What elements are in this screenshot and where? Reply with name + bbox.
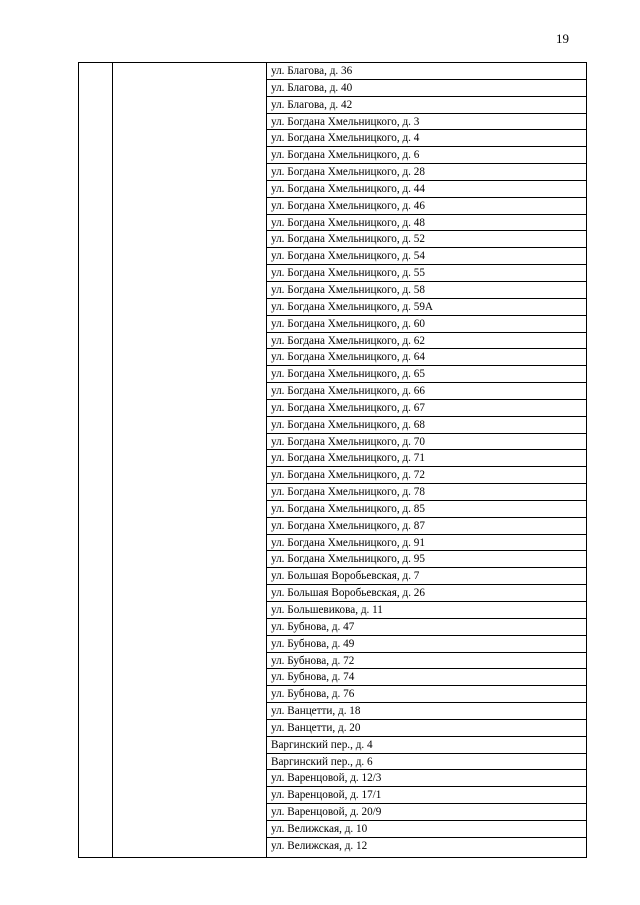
address-row: ул. Варенцовой, д. 20/9 <box>266 804 586 821</box>
address-row: ул. Варенцовой, д. 17/1 <box>266 787 586 804</box>
address-row: ул. Богдана Хмельницкого, д. 64 <box>266 349 586 366</box>
address-row: Варгинский пер., д. 4 <box>266 737 586 754</box>
address-row: ул. Богдана Хмельницкого, д. 67 <box>266 400 586 417</box>
address-row: ул. Богдана Хмельницкого, д. 78 <box>266 484 586 501</box>
address-list <box>266 63 586 857</box>
address-row: ул. Богдана Хмельницкого, д. 59А <box>266 299 586 316</box>
address-row: ул. Богдана Хмельницкого, д. 55 <box>266 265 586 282</box>
address-row: ул. Богдана Хмельницкого, д. 65 <box>266 366 586 383</box>
address-row: ул. Богдана Хмельницкого, д. 6 <box>266 147 586 164</box>
address-row: ул. Богдана Хмельницкого, д. 58 <box>266 282 586 299</box>
address-row: ул. Большая Воробьевская, д. 26 <box>266 585 586 602</box>
address-row: ул. Богдана Хмельницкого, д. 70 <box>266 434 586 451</box>
address-row: ул. Ванцетти, д. 18 <box>266 703 586 720</box>
address-row: ул. Бубнова, д. 74 <box>266 669 586 686</box>
column-divider-1 <box>112 63 113 857</box>
address-row: ул. Бубнова, д. 72 <box>266 653 586 670</box>
address-row: ул. Благова, д. 36 <box>266 63 586 80</box>
address-row: ул. Благова, д. 42 <box>266 97 586 114</box>
address-row: ул. Богдана Хмельницкого, д. 3 <box>266 114 586 131</box>
address-row: ул. Большевикова, д. 11 <box>266 602 586 619</box>
address-row: ул. Велижская, д. 12 <box>271 839 368 852</box>
address-row: ул. Богдана Хмельницкого, д. 66 <box>266 383 586 400</box>
address-row: ул. Большая Воробьевская, д. 7 <box>266 568 586 585</box>
address-row: ул. Богдана Хмельницкого, д. 44 <box>266 181 586 198</box>
address-row: ул. Богдана Хмельницкого, д. 60 <box>266 316 586 333</box>
address-row: ул. Богдана Хмельницкого, д. 28 <box>266 164 586 181</box>
address-row: ул. Богдана Хмельницкого, д. 71 <box>266 450 586 467</box>
address-row: ул. Бубнова, д. 49 <box>266 636 586 653</box>
address-row: ул. Богдана Хмельницкого, д. 48 <box>266 215 586 232</box>
address-row: ул. Богдана Хмельницкого, д. 68 <box>266 417 586 434</box>
address-row: ул. Благова, д. 40 <box>266 80 586 97</box>
address-row: ул. Богдана Хмельницкого, д. 46 <box>266 198 586 215</box>
address-row: ул. Ванцетти, д. 20 <box>266 720 586 737</box>
address-row: ул. Богдана Хмельницкого, д. 52 <box>266 231 586 248</box>
address-row: ул. Богдана Хмельницкого, д. 95 <box>266 551 586 568</box>
address-row: ул. Богдана Хмельницкого, д. 54 <box>266 248 586 265</box>
page-number: 19 <box>556 31 569 46</box>
address-row: ул. Велижская, д. 10 <box>266 821 586 838</box>
address-row: ул. Богдана Хмельницкого, д. 62 <box>266 333 586 350</box>
address-row: ул. Богдана Хмельницкого, д. 91 <box>266 535 586 552</box>
address-row: Варгинский пер., д. 6 <box>266 754 586 771</box>
address-row: ул. Варенцовой, д. 12/3 <box>266 770 586 787</box>
address-row: ул. Бубнова, д. 76 <box>266 686 586 703</box>
address-row: ул. Богдана Хмельницкого, д. 72 <box>266 467 586 484</box>
address-row: ул. Богдана Хмельницкого, д. 87 <box>266 518 586 535</box>
address-row: ул. Бубнова, д. 47 <box>266 619 586 636</box>
address-row: ул. Богдана Хмельницкого, д. 4 <box>266 130 586 147</box>
address-row: ул. Богдана Хмельницкого, д. 85 <box>266 501 586 518</box>
address-table <box>78 62 587 858</box>
